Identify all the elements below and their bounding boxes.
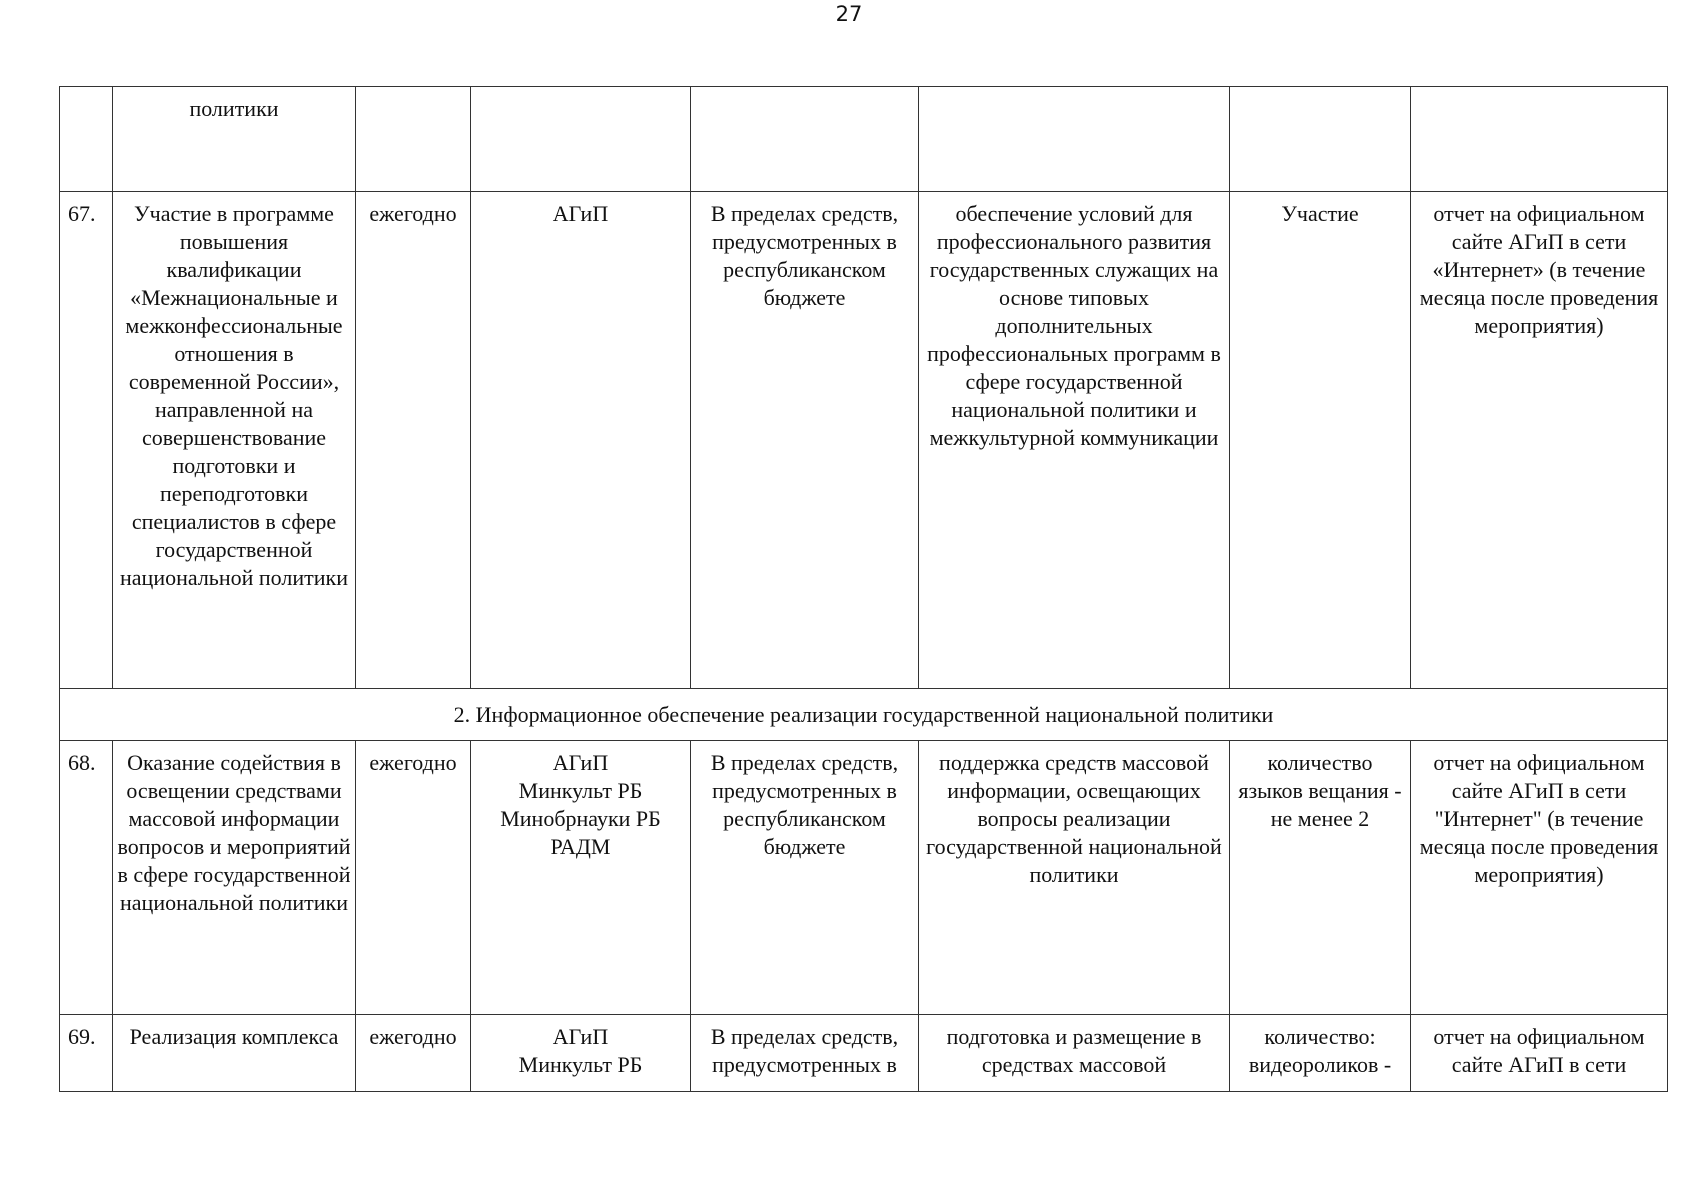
executor-cell: АГиП (471, 192, 691, 689)
result-cell: поддержка средств массовой информации, освещающих вопросы реализации государственной национальной политики (919, 741, 1230, 1015)
report-cell (1411, 87, 1668, 192)
indicator-cell: Участие (1230, 192, 1411, 689)
result-cell (919, 87, 1230, 192)
executor-cell (471, 741, 691, 1015)
event-cell: Участие в программе повышения квалификации «Межнациональные и межконфессиональные отношения в современной России», направленной на совершенствование подготовки и переподготовки специалистов в сфере государственной национальной политики (113, 192, 356, 689)
row-number-cell: 69. (60, 1015, 113, 1092)
executor-line: Минкульт РБ (518, 778, 643, 803)
executor-line: РАДМ (550, 834, 611, 859)
period-cell: ежегодно (356, 1015, 471, 1092)
executor-line: АГиП (552, 750, 609, 775)
report-cell: отчет на официальном сайте АГиП в сети (1411, 1015, 1668, 1092)
indicator-cell: количество языков вещания - не менее 2 (1230, 741, 1411, 1015)
funding-cell: В пределах средств, предусмотренных в республиканском бюджете (691, 192, 919, 689)
report-cell: отчет на официальном сайте АГиП в сети "Интернет" (в течение месяца после проведения мероприятия) (1411, 741, 1668, 1015)
result-cell: подготовка и размещение в средствах массовой (919, 1015, 1230, 1092)
row-number-cell: 68. (60, 741, 113, 1015)
plan-table (59, 86, 1668, 1092)
funding-cell: В пределах средств, предусмотренных в республиканском бюджете (691, 741, 919, 1015)
executor-line: Минобрнауки РБ (500, 806, 661, 831)
period-cell: ежегодно (356, 741, 471, 1015)
period-cell (356, 87, 471, 192)
report-cell: отчет на официальном сайте АГиП в сети «Интернет» (в течение месяца после проведения мероприятия) (1411, 192, 1668, 689)
executor-cell (471, 87, 691, 192)
funding-cell (691, 87, 919, 192)
table-row (60, 1015, 1668, 1092)
result-cell: обеспечение условий для профессионального развития государственных служащих на основе типовых дополнительных профессиональных программ в сфере государственной национальной политики и межкультурной коммуникации (919, 192, 1230, 689)
table-row (60, 192, 1668, 689)
indicator-cell: количество: видеороликов - (1230, 1015, 1411, 1092)
table-row (60, 87, 1668, 192)
indicator-cell (1230, 87, 1411, 192)
row-number-cell (60, 87, 113, 192)
executor-cell (471, 1015, 691, 1092)
executor-line: АГиП (552, 1024, 609, 1049)
page-number: 27 (835, 2, 863, 26)
section-row (60, 689, 1668, 741)
section-title: 2. Информационное обеспечение реализации государственной национальной политики (60, 689, 1668, 741)
row-number-cell: 67. (60, 192, 113, 689)
executor-line: Минкульт РБ (518, 1052, 643, 1077)
period-cell: ежегодно (356, 192, 471, 689)
funding-cell: В пределах средств, предусмотренных в (691, 1015, 919, 1092)
table-row (60, 741, 1668, 1015)
event-cell: политики (113, 87, 356, 192)
event-cell: Оказание содействия в освещении средствами массовой информации вопросов и мероприятий в сфере государственной национальной политики (113, 741, 356, 1015)
event-cell: Реализация комплекса (113, 1015, 356, 1092)
